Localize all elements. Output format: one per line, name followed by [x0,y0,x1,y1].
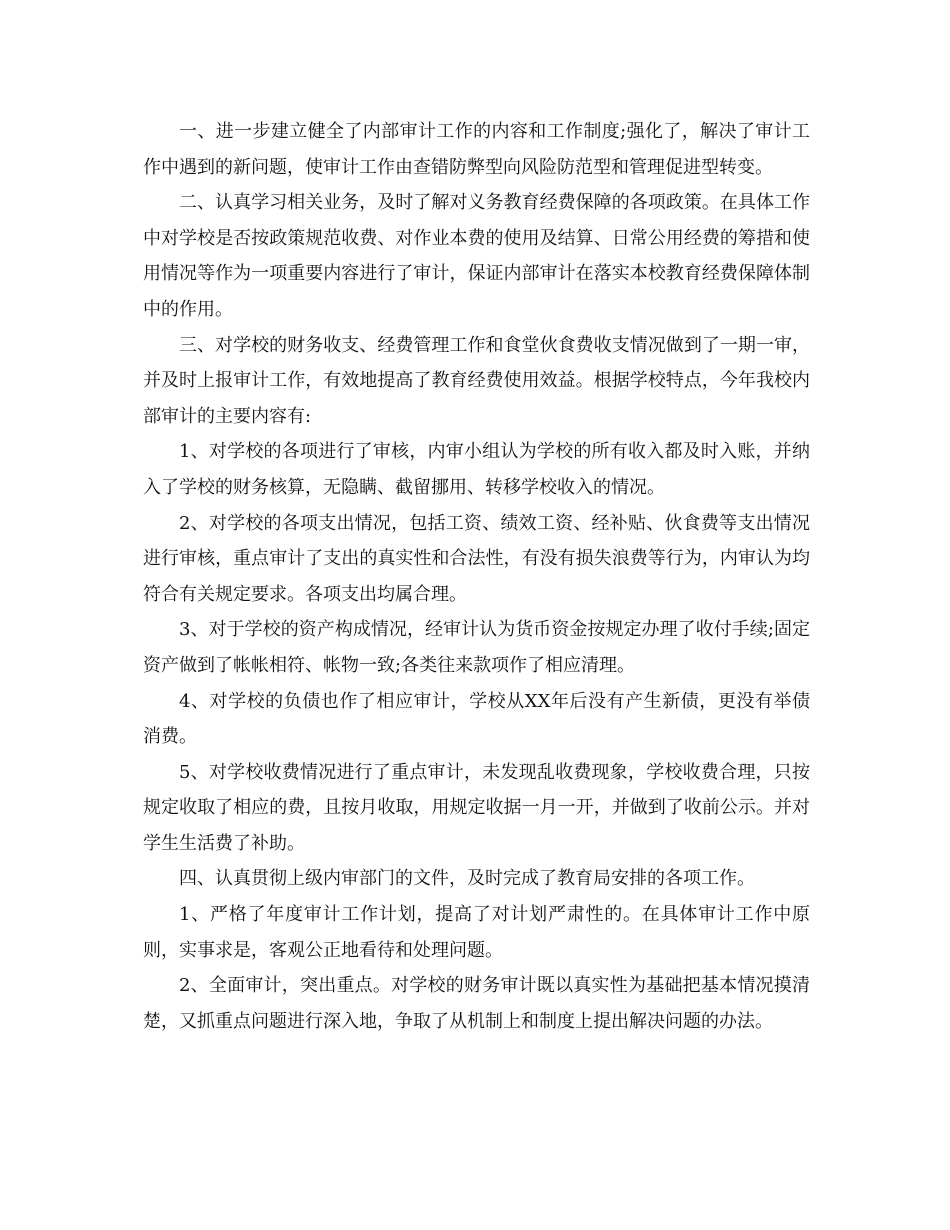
paragraph-6: 3、对于学校的资产构成情况，经审计认为货币资金按规定办理了收付手续;固定资产做到了帐帐相符、帐物一致;各类往来款项作了相应清理。 [143,619,810,676]
paragraph-4: 1、对学校的各项进行了审核，内审小组认为学校的所有收入都及时入账，并纳入了学校的财务核算，无隐瞒、截留挪用、转移学校收入的情况。 [143,441,810,498]
paragraph-3: 三、对学校的财务收支、经费管理工作和食堂伙食费收支情况做到了一期一审，并及时上报审计工作，有效地提高了教育经费使用效益。根据学校特点，今年我校内部审计的主要内容有: [143,334,810,427]
paragraph-8: 5、对学校收费情况进行了重点审计，未发现乱收费现象，学校收费合理，只按规定收取了相应的费，且按月收取，用规定收据一月一开，并做到了收前公示。并对学生生活费了补助。 [143,761,810,854]
paragraph-11: 2、全面审计，突出重点。对学校的财务审计既以真实性为基础把基本情况摸清楚，又抓重点问题进行深入地，争取了从机制上和制度上提出解决问题的办法。 [143,975,810,1032]
paragraph-2: 二、认真学习相关业务，及时了解对义务教育经费保障的各项政策。在具体工作中对学校是否按政策规范收费、对作业本费的使用及结算、日常公用经费的筹措和使用情况等作为一项重要内容进行了审计，保证内部审计在落实本校教育经费保障体制中的作用。 [143,192,810,320]
paragraph-9: 四、认真贯彻上级内审部门的文件，及时完成了教育局安排的各项工作。 [179,868,755,890]
paragraph-10: 1、严格了年度审计工作计划，提高了对计划严肃性的。在具体审计工作中原则，实事求是，客观公正地看待和处理问题。 [143,904,810,961]
paragraph-1: 一、进一步建立健全了内部审计工作的内容和工作制度;强化了，解决了审计工作中遇到的新问题，使审计工作由查错防弊型向风险防范型和管理促进型转变。 [143,121,810,178]
paragraph-5: 2、对学校的各项支出情况，包括工资、绩效工资、经补贴、伙食费等支出情况进行审核，重点审计了支出的真实性和合法性，有没有损失浪费等行为，内审认为均符合有关规定要求。各项支出均属合理。 [143,512,810,605]
paragraph-7: 4、对学校的负债也作了相应审计，学校从XX年后没有产生新债，更没有举债消费。 [143,690,810,748]
document-body [143,114,810,1039]
